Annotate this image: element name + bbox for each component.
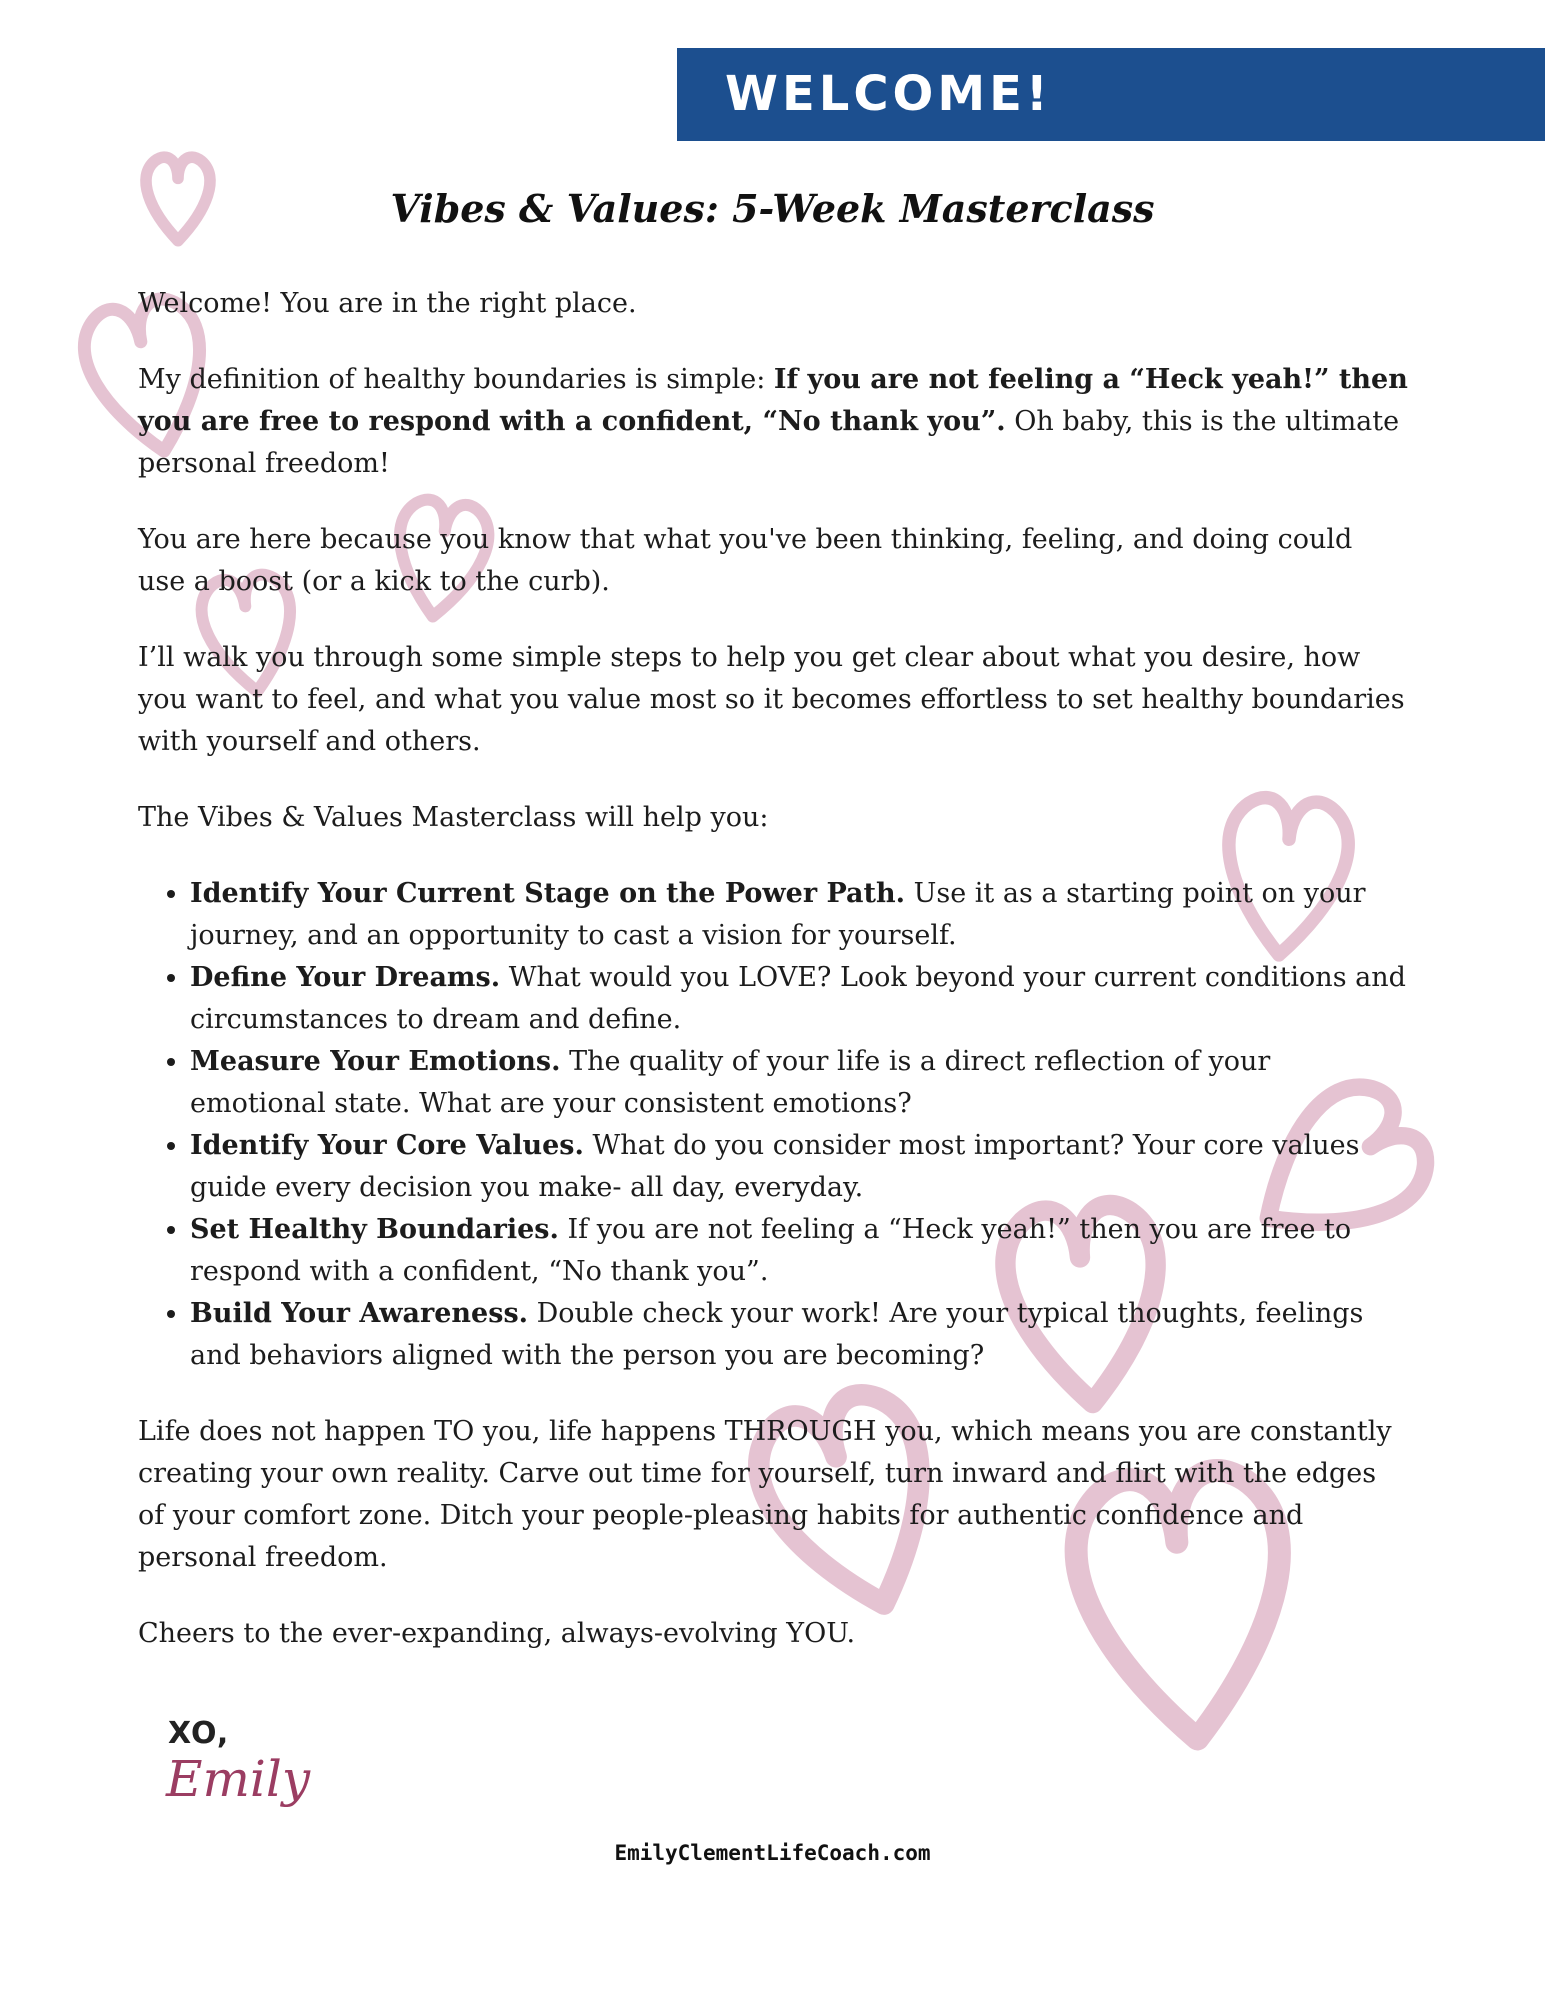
boundaries-tail: Oh baby, this is the ultimate personal freedom! bbox=[138, 406, 1400, 479]
list-item bbox=[190, 957, 1408, 1041]
list-item-text: Use it as a starting point on your journey, and an opportunity to cast a vision for yourself. bbox=[190, 878, 1366, 951]
signature-name: Emily bbox=[166, 1750, 311, 1808]
boundaries-definition: If you are not feeling a “Heck yeah!” then you are free to respond with a confident, “No thank you”. bbox=[138, 364, 1408, 437]
list-item-heading: Define Your Dreams. bbox=[190, 962, 501, 993]
masterclass-lead: The Vibes & Values Masterclass will help you: bbox=[138, 802, 769, 833]
welcome-content bbox=[138, 283, 1408, 1689]
list-item-text: What would you LOVE? Look beyond your current conditions and circumstances to dream and define. bbox=[190, 962, 1406, 1035]
welcome-banner bbox=[677, 48, 1545, 141]
signature-xo: XO, bbox=[168, 1716, 230, 1751]
list-item-heading: Build Your Awareness. bbox=[190, 1298, 529, 1329]
list-item-text: What do you consider most important? Your core values guide every decision you make- all day, everyday. bbox=[190, 1130, 1360, 1203]
list-item-text: If you are not feeling a “Heck yeah!” then you are free to respond with a confident, “No thank you”. bbox=[190, 1214, 1352, 1287]
list-item-heading: Measure Your Emotions. bbox=[190, 1046, 561, 1077]
list-item bbox=[190, 1209, 1408, 1293]
list-item-text: Double check your work! Are your typical thoughts, feelings and behaviors aligned with the person you are becoming? bbox=[190, 1298, 1364, 1371]
website-link[interactable]: EmilyClementLifeCoach.com bbox=[614, 1841, 931, 1865]
list-item bbox=[190, 873, 1408, 957]
list-item bbox=[190, 1125, 1408, 1209]
page-title: Vibes & Values: 5-Week Masterclass bbox=[390, 186, 1155, 231]
list-item bbox=[190, 1293, 1408, 1377]
list-item-heading: Identify Your Current Stage on the Power Path. bbox=[190, 878, 906, 909]
steps-paragraph: I’ll walk you through some simple steps to help you get clear about what you desire, how you want to feel, and what you value most so it becomes effortless to set healthy boundaries with yourself and others. bbox=[138, 642, 1405, 757]
why-paragraph: You are here because you know that what you've been thinking, feeling, and doing could use a boost (or a kick to the curb). bbox=[138, 524, 1353, 597]
banner-title: WELCOME! bbox=[725, 66, 1052, 122]
list-item-heading: Identify Your Core Values. bbox=[190, 1130, 584, 1161]
list-item bbox=[190, 1041, 1408, 1125]
signature bbox=[166, 1716, 346, 1836]
boundaries-lead: My definition of healthy boundaries is simple: bbox=[138, 364, 774, 395]
benefits-list bbox=[138, 873, 1408, 1377]
list-item-text: The quality of your life is a direct reflection of your emotional state. What are your consistent emotions? bbox=[190, 1046, 1271, 1119]
intro-paragraph: Welcome! You are in the right place. bbox=[138, 288, 637, 319]
cheers-paragraph: Cheers to the ever-expanding, always-evolving YOU. bbox=[138, 1618, 856, 1649]
boundaries-paragraph bbox=[138, 359, 1408, 485]
list-item-heading: Set Healthy Boundaries. bbox=[190, 1214, 559, 1245]
closing-paragraph: Life does not happen TO you, life happens THROUGH you, which means you are constantly creating your own reality. Carve out time for yourself, turn inward and flirt with the edges of your comfort zone. Ditch your people-pleasing habits for authentic confidence and personal freedom. bbox=[138, 1416, 1392, 1573]
